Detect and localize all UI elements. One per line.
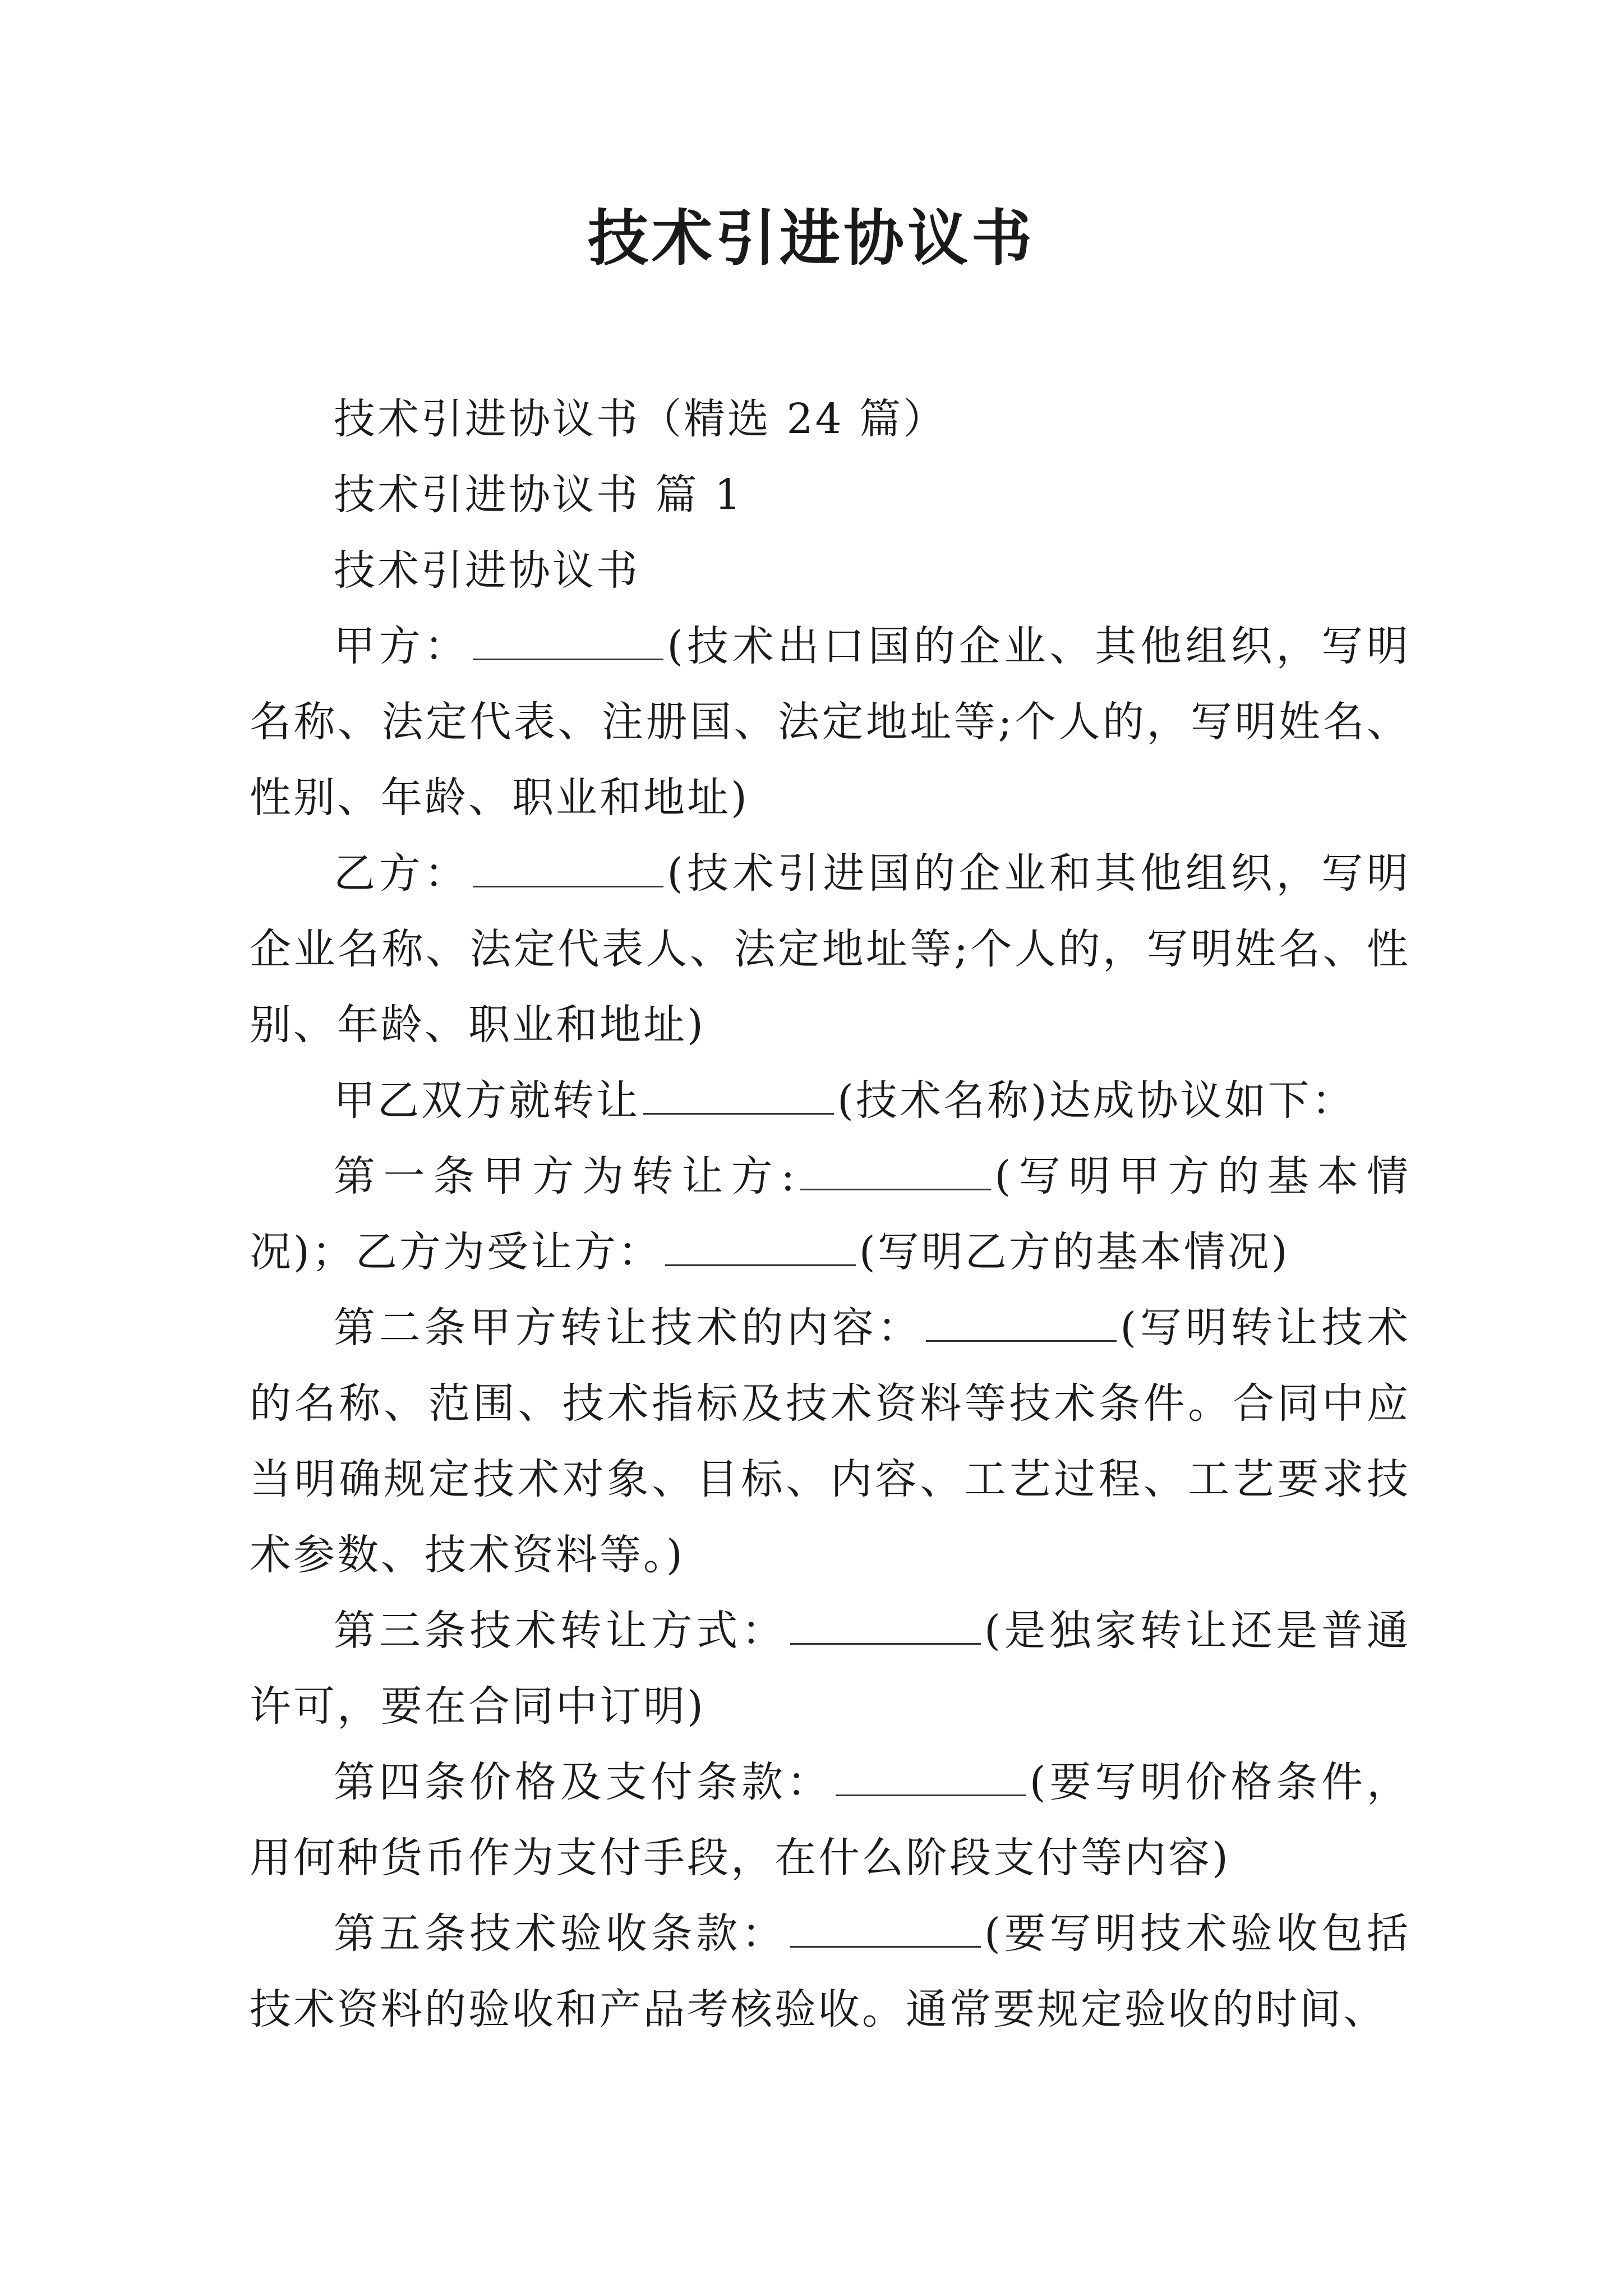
doc-name: 技术引进协议书: [334, 546, 640, 595]
article-1-before: 第一条甲方为转让方:: [334, 1152, 797, 1200]
article-1-middle: (写明甲方的基本情况)；乙方为受让方：: [250, 1152, 1410, 1276]
article-3-blank: [790, 1609, 981, 1645]
party-b-paragraph: [250, 836, 1410, 1063]
article-5-paragraph: [250, 1896, 1410, 2047]
article-4-before: 第四条价格及支付条款：: [334, 1758, 832, 1806]
section-heading: 技术引进协议书 篇 1: [334, 471, 744, 519]
article-3-after: (是独家转让还是普通许可，要在合同中订明): [250, 1607, 1411, 1731]
article-5-blank: [790, 1912, 981, 1948]
agreement-before: 甲乙双方就转让: [334, 1076, 640, 1125]
party-a-paragraph: [250, 609, 1410, 836]
party-b-note: (技术引进国的企业和其他组织，写明企业名称、法定代表人、法定地址等;个人的，写明姓名、性别、年龄、职业和地址): [250, 849, 1410, 1049]
subtitle: 技术引进协议书（精选 24 篇）: [334, 395, 947, 443]
article-5-before: 第五条技术验收条款：: [334, 1910, 787, 1958]
article-2-blank: [926, 1306, 1117, 1342]
article-4-paragraph: [250, 1745, 1410, 1896]
article-3-paragraph: [250, 1593, 1410, 1745]
agreement-paragraph: [250, 1063, 1410, 1139]
article-2-before: 第二条甲方转让技术的内容：: [334, 1304, 923, 1352]
party-b-blank: [473, 852, 663, 887]
technology-name-blank: [643, 1079, 834, 1115]
article-1-after: (写明乙方的基本情况): [859, 1228, 1290, 1276]
document-body: [250, 381, 1410, 2047]
article-2-after: (写明转让技术的名称、范围、技术指标及技术资料等技术条件。合同中应当明确规定技术对象、目标、内容、工艺过程、工艺要求技术参数、技术资料等。): [250, 1304, 1411, 1579]
article-4-after: (要写明价格条件，用何种货币作为支付手段，在什么阶段支付等内容): [250, 1758, 1411, 1882]
article-2-paragraph: [250, 1290, 1410, 1593]
article-1-blank-transferee: [665, 1231, 856, 1266]
agreement-after: (技术名称)达成协议如下：: [837, 1076, 1355, 1125]
party-a-note: (技术出口国的企业、其他组织，写明名称、法定代表、注册国、法定地址等;个人的，写明姓名、性别、年龄、职业和地址): [250, 622, 1410, 822]
party-a-label: 甲方：: [334, 622, 470, 670]
article-4-blank: [836, 1761, 1026, 1796]
document-title: 技术引进协议书: [587, 203, 1035, 274]
article-3-before: 第三条技术转让方式：: [334, 1607, 787, 1655]
party-b-label: 乙方：: [334, 849, 470, 898]
article-1-paragraph: [250, 1139, 1410, 1290]
article-1-blank-transferor: [800, 1155, 991, 1190]
party-a-blank: [473, 625, 663, 660]
article-5-after: (要写明技术验收包括技术资料的验收和产品考核验收。通常要规定验收的时间、: [250, 1910, 1411, 2033]
